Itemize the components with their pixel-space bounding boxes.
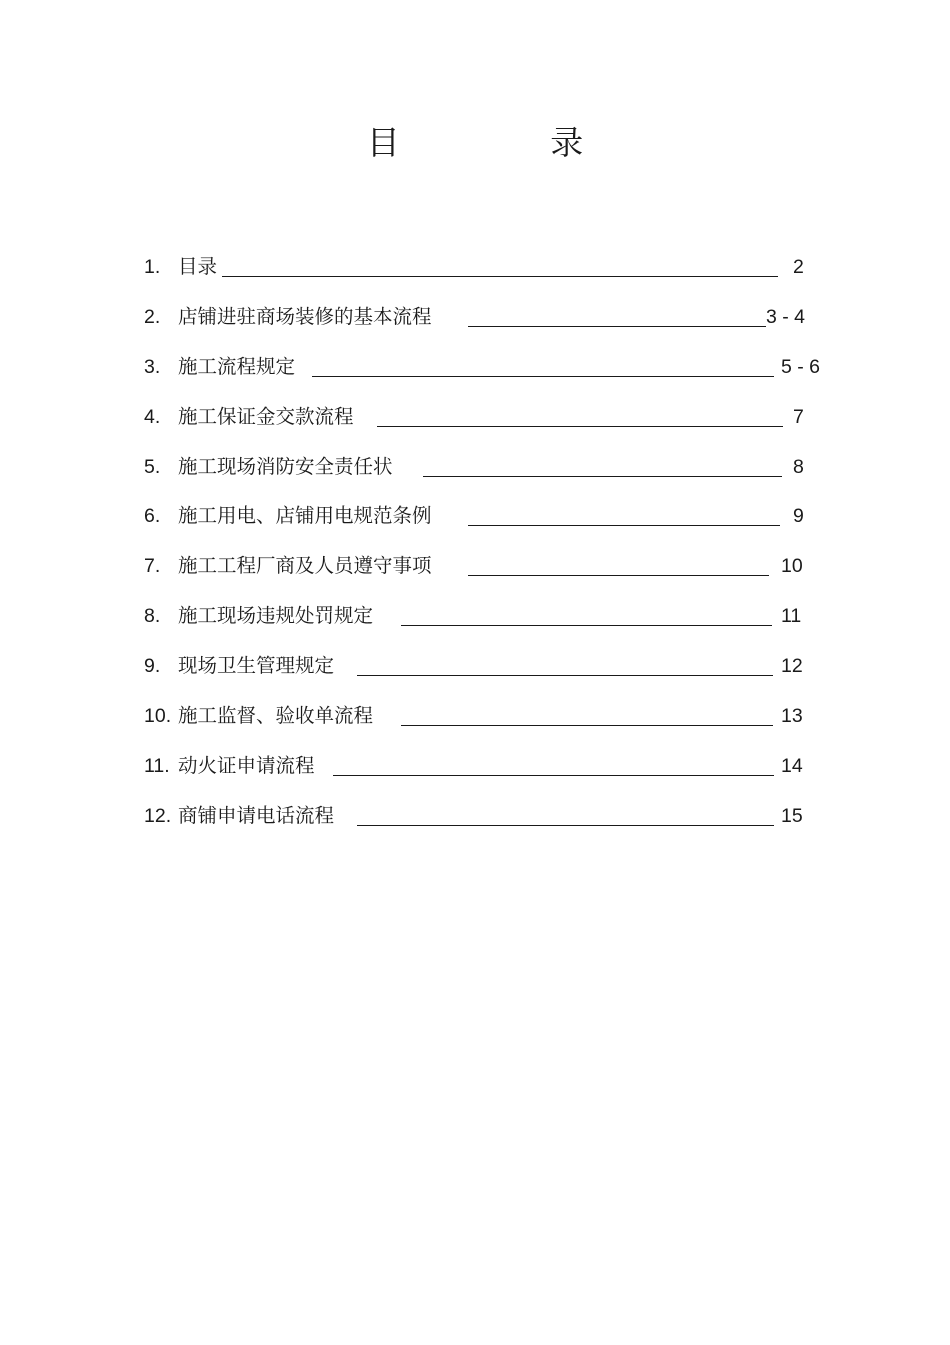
- toc-entry-12[interactable]: [144, 803, 824, 853]
- toc-page-number: 12: [781, 655, 803, 678]
- toc-number: 11.: [144, 754, 170, 777]
- toc-number: 9.: [144, 655, 161, 678]
- toc-page-number: 13: [781, 705, 803, 728]
- page-title: 目 录: [366, 123, 654, 162]
- toc-entry-6[interactable]: [144, 503, 824, 553]
- toc-number: 5.: [144, 455, 161, 478]
- toc-leader-line: [377, 426, 783, 427]
- toc-page-number: 15: [781, 804, 803, 827]
- toc-page-number: 7: [793, 405, 804, 428]
- toc-leader-line: [468, 575, 769, 576]
- toc-leader-line: [312, 376, 774, 377]
- toc-page-number: 8: [793, 455, 804, 478]
- toc-number: 6.: [144, 505, 161, 528]
- toc-number: 3.: [144, 355, 161, 378]
- toc-leader-line: [357, 825, 774, 826]
- toc-entry-11[interactable]: [144, 753, 824, 803]
- toc-page-number: 9: [793, 505, 804, 528]
- toc-page-number: 3 - 4: [766, 305, 806, 328]
- toc-title: 施工工程厂商及人员遵守事项: [178, 554, 432, 578]
- toc-page-number: 14: [781, 754, 803, 777]
- toc-title: 现场卫生管理规定: [178, 654, 335, 678]
- toc-page-number: 11: [781, 605, 802, 628]
- toc-number: 7.: [144, 555, 161, 578]
- toc-page-number: 5 - 6: [781, 355, 821, 378]
- toc-leader-line: [423, 476, 782, 477]
- toc-number: 12.: [144, 804, 172, 827]
- toc-leader-line: [401, 725, 773, 726]
- toc-title: 施工现场消防安全责任状: [178, 454, 393, 478]
- toc-title: 施工用电、店铺用电规范条例: [178, 504, 432, 528]
- toc-entry-1[interactable]: [144, 254, 824, 304]
- toc-title: 施工现场违规处罚规定: [178, 604, 374, 628]
- toc-entry-4[interactable]: [144, 404, 824, 454]
- toc-title: 施工保证金交款流程: [178, 404, 354, 428]
- toc-entry-3[interactable]: [144, 354, 824, 404]
- toc-leader-line: [468, 525, 780, 526]
- toc-title: 动火证申请流程: [178, 753, 315, 777]
- toc-title: 商铺申请电话流程: [178, 803, 335, 827]
- toc-number: 2.: [144, 305, 161, 328]
- toc-entry-8[interactable]: [144, 603, 824, 653]
- toc-leader-line: [357, 675, 773, 676]
- toc-title: 施工监督、验收单流程: [178, 704, 374, 728]
- toc-entry-10[interactable]: [144, 703, 824, 753]
- toc-title: 店铺进驻商场装修的基本流程: [178, 304, 432, 328]
- toc-leader-line: [222, 276, 778, 277]
- toc-leader-line: [333, 775, 774, 776]
- toc-number: 1.: [144, 256, 161, 278]
- toc-page-number: 10: [781, 555, 803, 578]
- toc-entry-2[interactable]: [144, 304, 824, 354]
- toc-entry-9[interactable]: [144, 653, 824, 703]
- table-of-contents: [144, 254, 824, 853]
- toc-leader-line: [468, 326, 766, 327]
- toc-entry-5[interactable]: [144, 454, 824, 504]
- toc-number: 8.: [144, 605, 161, 628]
- toc-leader-line: [401, 625, 772, 626]
- toc-entry-7[interactable]: [144, 553, 824, 603]
- toc-title: 目录: [178, 255, 218, 278]
- toc-number: 4.: [144, 405, 161, 428]
- toc-page-number: 2: [793, 256, 804, 278]
- toc-title: 施工流程规定: [178, 354, 296, 378]
- toc-number: 10.: [144, 705, 172, 728]
